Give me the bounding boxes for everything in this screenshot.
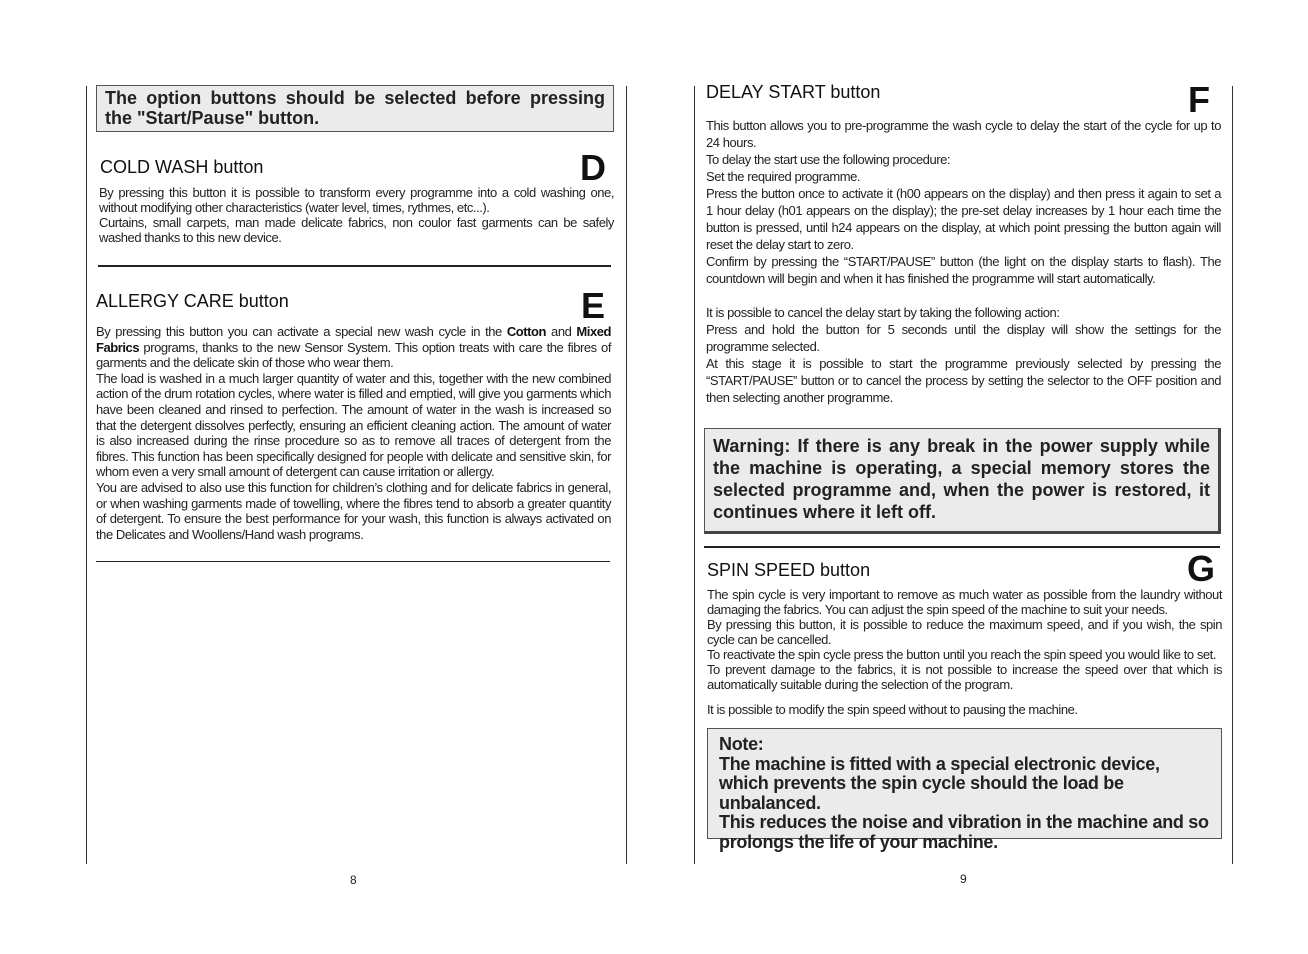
spin-speed-paragraph: It is possible to modify the spin speed without to pausing the machine.	[707, 702, 1078, 717]
delay-start-description	[706, 117, 1221, 406]
delay-start-paragraph: To delay the start use the following procedure:	[706, 152, 951, 167]
unbalanced-load-note	[707, 728, 1222, 852]
section-divider	[96, 561, 610, 562]
section-letter-e: E	[581, 285, 606, 326]
delay-start-paragraph: Confirm by pressing the “START/PAUSE” button (the light on the display starts to flash). The countdown will begin and when it has finished the programme will start automatically.	[706, 254, 1221, 286]
option-buttons-notice-text: The option buttons should be selected before pressing the "Start/Pause" button.	[105, 88, 605, 128]
mixed-fabrics-program-name: Mixed Fabrics	[96, 324, 611, 355]
right-page-right-border	[1232, 86, 1233, 864]
power-failure-warning	[704, 428, 1221, 534]
spin-speed-paragraph: The spin cycle is very important to remove as much water as possible from the laundry without damaging the fabrics. You can adjust the spin speed of the machine to suit your needs.	[707, 587, 1222, 617]
cold-wash-description	[99, 185, 614, 245]
delay-start-paragraph: Press the button once to activate it (h00 appears on the display) and then press it again to set a 1 hour delay (h01 appears on the display); the pre-set delay increases by 1 hour each time the button is pressed, until h24 appears on the display, at which point pressing the button again will reset the delay start to zero.	[706, 186, 1221, 252]
delay-start-heading: DELAY START button	[706, 82, 881, 102]
note-text: This reduces the noise and vibration in the machine and so prolongs the life of your machine.	[719, 812, 1209, 852]
left-page-left-border	[86, 86, 87, 864]
section-letter-f: F	[1188, 79, 1210, 120]
allergy-care-heading: ALLERGY CARE button	[96, 291, 289, 311]
option-buttons-notice	[96, 85, 614, 132]
note-label: Note:	[719, 734, 764, 754]
section-divider	[704, 546, 1220, 548]
spin-speed-paragraph: To prevent damage to the fabrics, it is not possible to increase the speed over that which is automatically suitable during the selection of the program.	[707, 662, 1222, 692]
cold-wash-paragraph: Curtains, small carpets, man made delicate fabrics, non coulor fast garments can be safely washed thanks to this new device.	[99, 215, 614, 245]
delay-start-paragraph: This button allows you to pre-programme the wash cycle to delay the start of the cycle for up to 24 hours.	[706, 118, 1221, 150]
delay-start-paragraph: It is possible to cancel the delay start by taking the following action:	[706, 305, 1060, 320]
section-divider	[98, 265, 611, 267]
spin-speed-paragraph: By pressing this button, it is possible to reduce the maximum speed, and if you wish, the spin cycle can be cancelled.	[707, 617, 1222, 647]
allergy-care-paragraph: The load is washed in a much larger quantity of water and this, together with the new combined action of the drum rotation cycles, where water is filled and emptied, will give you garments which have been cleaned and rinsed to perfection. The amount of water in the wash is increased so that the detergent dissolves perfectly, ensuring an efficient cleaning action. The amount of water is also increased during the rinse procedure so as to remove all traces of detergent from the fibres. This function has been specifically designed for people with delicate and sensitive skin, for whom even a very small amount of detergent can cause irritation or allergy.	[96, 370, 611, 480]
allergy-care-description	[96, 324, 611, 542]
power-failure-warning-text: Warning: If there is any break in the power supply while the machine is operating, a special memory stores the selected programme and, when the power is restored, it continues where it left off.	[713, 436, 1210, 522]
delay-start-paragraph: At this stage it is possible to start the programme previously selected by pressing the “START/PAUSE” button or to cancel the process by setting the selector to the OFF position and then selecting another programme.	[706, 356, 1221, 405]
spin-speed-paragraph: To reactivate the spin cycle press the button until you reach the spin speed you would like to set.	[707, 647, 1216, 662]
page-number-right: 9	[960, 872, 967, 886]
left-page-right-border	[626, 86, 627, 864]
spin-speed-description	[707, 587, 1222, 717]
section-letter-g: G	[1187, 548, 1216, 589]
delay-start-paragraph: Press and hold the button for 5 seconds until the display will show the settings for the programme selected.	[706, 322, 1221, 354]
allergy-care-paragraph: You are advised to also use this function for children’s clothing and for delicate fabrics in general, or when washing garments made of towelling, where the fibres tend to absorb a greater quantity of detergent. To ensure the best performance for your wash, this function is always activated on the Delicates and Woollens/Hand wash programs.	[96, 479, 611, 542]
section-letter-d: D	[580, 147, 606, 188]
note-text: The machine is fitted with a special electronic device, which prevents the spin cycle should the load be unbalanced.	[719, 753, 1160, 813]
page-number-left: 8	[350, 873, 357, 887]
spin-speed-heading: SPIN SPEED button	[707, 560, 871, 580]
allergy-care-paragraph: By pressing this button you can activate a special new wash cycle in the Cotton and Mixed Fabrics programs, thanks to the new Sensor System. This option treats with care the fibres of garments and the delicate skin of those who wear them.	[96, 324, 611, 371]
right-page-left-border	[694, 86, 695, 864]
cotton-program-name: Cotton	[506, 324, 547, 339]
cold-wash-paragraph: By pressing this button it is possible to transform every programme into a cold washing one, without modifying other characteristics (water level, times, rythmes, etc...).	[99, 185, 614, 215]
delay-start-paragraph: Set the required programme.	[706, 169, 861, 184]
cold-wash-heading: COLD WASH button	[100, 157, 264, 177]
